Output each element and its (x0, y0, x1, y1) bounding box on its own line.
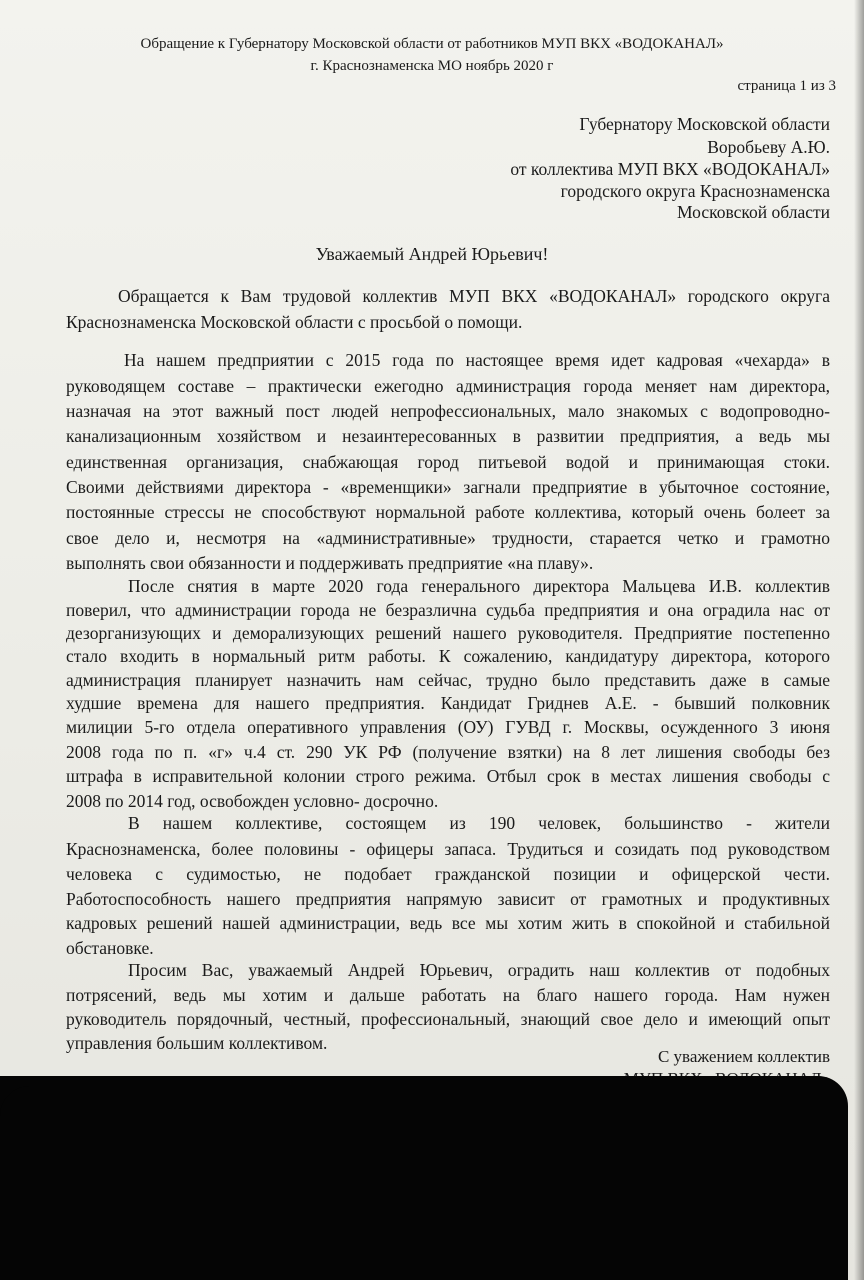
page-number: страница 1 из 3 (737, 78, 836, 94)
body-line: кадровых решений нашей администрации, ведь все мы хотим жить в спокойной и стабильной (66, 913, 830, 933)
body-line: В нашем коллективе, состоящем из 190 человек, большинство - жители (128, 813, 830, 833)
body-line: администрация планирует назначить нам сейчас, трудно было представить даже в самые (66, 670, 830, 690)
body-line: назначая на этот важный пост людей непрофессиональных, мало знакомых с водопроводно- (66, 401, 830, 421)
addressee-line-2: Воробьеву А.Ю. (707, 137, 830, 157)
body-line: 2008 года по п. «г» ч.4 ст. 290 УК РФ (получение взятки) на 8 лет лишения свободы без (66, 742, 830, 762)
body-line: поверил, что администрации города не безразлична судьба предприятия и она оградила нас от (66, 600, 830, 620)
body-line: штрафа в исправительной колонии строго режима. Отбыл срок в местах лишения свободы с (66, 766, 830, 786)
addressee-line-1: Губернатору Московской области (579, 114, 830, 134)
body-line: руководитель порядочный, честный, профессиональный, знающий свое дело и имеющий опыт (66, 1009, 830, 1029)
letter-header-place-date: г. Краснознаменска МО ноябрь 2020 г (310, 58, 554, 74)
body-line: свое дело и, несмотря на «административные» трудности, старается четко и грамотно (66, 528, 830, 548)
greeting: Уважаемый Андрей Юрьевич! (315, 244, 549, 264)
body-line: руководящем составе – практически ежегодно администрация города меняет нам директора, (66, 376, 830, 396)
body-line: стало входить в нормальный ритм работы. К сожалению, кандидатуру директора, которого (66, 646, 830, 666)
body-line: выполнять свои обязанности и поддерживать предприятие «на плаву». (66, 553, 594, 573)
body-line: управления большим коллективом. (66, 1033, 328, 1053)
letter-header-title: Обращение к Губернатору Московской области от работников МУП ВКХ «ВОДОКАНАЛ» (140, 36, 724, 52)
body-line: Своими действиями директора - «временщики» загнали предприятие в убыточное состояние, (66, 477, 830, 497)
body-line: единственная организация, снабжающая город питьевой водой и принимающая стоки. (66, 452, 830, 472)
body-line: милиции 5-го отдела оперативного управления (ОУ) ГУВД г. Москвы, осужденного 3 июня (66, 717, 830, 737)
body-line: постоянные стрессы не способствуют нормальной работе коллектива, который очень болеет за (66, 502, 830, 522)
body-line: На нашем предприятии с 2015 года по настоящее время идет кадровая «чехарда» в (124, 350, 830, 370)
body-line: Обращается к Вам трудовой коллектив МУП ВКХ «ВОДОКАНАЛ» городского округа (118, 286, 830, 306)
addressee-line-5: Московской области (677, 202, 830, 222)
body-line: худшие времена для нашего предприятия. Кандидат Гриднев А.Е. - бывший полковник (66, 693, 830, 713)
body-line: После снятия в марте 2020 года генерального директора Мальцева И.В. коллектив (128, 576, 830, 596)
body-line: обстановке. (66, 938, 154, 958)
body-line: Просим Вас, уважаемый Андрей Юрьевич, оградить наш коллектив от подобных (128, 960, 830, 980)
body-line: Краснознаменска, более половины - офицеры запаса. Трудиться и созидать под руководством (66, 839, 830, 859)
body-line: человека с судимостью, не подобает гражданской позиции и офицерской чести. (66, 864, 830, 884)
body-line: потрясений, ведь мы хотим и дальше работать на благо нашего города. Нам нужен (66, 985, 830, 1005)
signature-line-1: С уважением коллектив (657, 1047, 830, 1066)
body-line: Работоспособность нашего предприятия напрямую зависит от грамотных и продуктивных (66, 889, 830, 909)
body-line: 2008 по 2014 год, освобожден условно- досрочно. (66, 791, 439, 811)
body-line: канализационным хозяйством и незаинтересованных в развитии предприятия, а ведь мы (66, 426, 830, 446)
redaction-block-top (0, 1086, 620, 1116)
addressee-line-3: от коллектива МУП ВКХ «ВОДОКАНАЛ» (510, 159, 830, 179)
page-edge-shadow (854, 0, 864, 1280)
body-line: дезорганизующих и деморализующих решений нашего руководителя. Предприятие постепенно (66, 623, 830, 643)
addressee-line-4: городского округа Краснознаменска (560, 181, 830, 201)
body-line: Краснознаменска Московской области с просьбой о помощи. (66, 312, 523, 332)
